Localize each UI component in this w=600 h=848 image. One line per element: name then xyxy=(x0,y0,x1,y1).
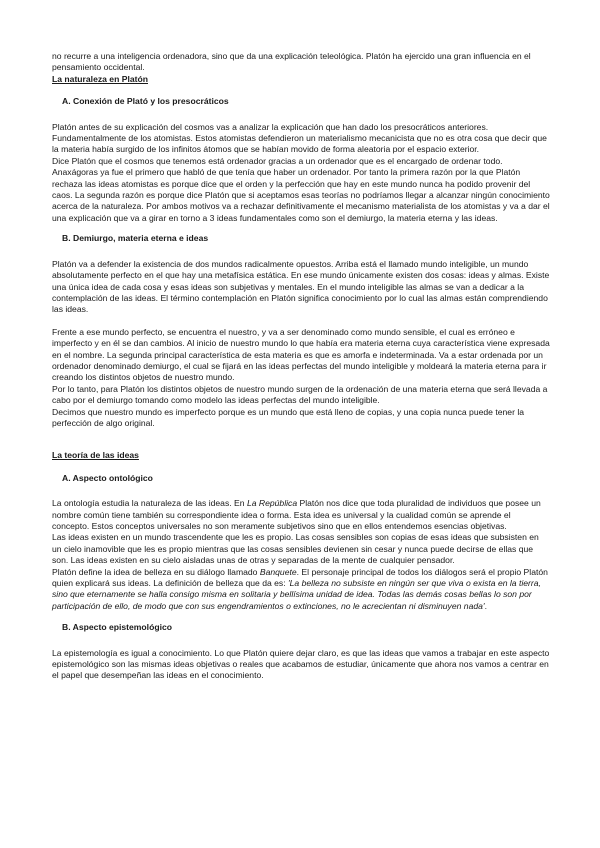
paragraph-presocraticos: Platón antes de su explicación del cosmos vas a analizar la explicación que han dado los presocráticos anteriores. Fundamentalmente de los atomistas. Estos atomistas defendieron un materialismo mecanicista que no es otra cosa que decir que la materia había surgido de los infinitos átomos que se habían movido de forma aleatoria por el espacio exterior. xyxy=(52,121,547,155)
ontologia-text-2: Platón nos dice que toda pluralidad de individuos que posee un nombre común tiene también su correspondiente idea o forma. Esta idea es universal y la cualidad común se aprende el concepto. Estos conceptos universales no son meramente subjetivos sino que en ellos entendemos esencias objetivas. xyxy=(52,498,541,531)
subheading-epistemologico: B. Aspecto epistemológico xyxy=(62,622,172,633)
paragraph-dos-mundos: Platón va a defender la existencia de dos mundos radicalmente opuestos. Arriba está el llamado mundo inteligible, un mundo absolutamente perfecto en el que hay una metafísica estática. En ese mundo únicamente existen dos cosas: ideas y almas. Existe una única idea de cada cosa y esas ideas son subjetivas y mentales. En el mundo inteligible las almas se van a dedicar a la contemplación de las ideas. El término contemplación en Platón significa conocimiento por lo cual las almas están comprendiendo las ideas. xyxy=(52,258,550,315)
section-title-teoria-ideas: La teoría de las ideas xyxy=(52,450,139,461)
book-title-banquete: Banquete xyxy=(259,566,297,577)
section-title-naturaleza: La naturaleza en Platón xyxy=(52,73,148,84)
document-page xyxy=(52,51,550,682)
paragraph-mundo-trascendente: Las ideas existen en un mundo trascendente que les es propio. Las cosas sensibles son copias de esas ideas que subsisten en un cielo inamovible que les es propio mientras que las cosas sensibles devienen sin cesar y nunca puede decirse de ellas que son. Las ideas existen en su cielo aisladas unas de otras y separadas de la mente de cualquier pensador. xyxy=(52,532,539,566)
paragraph-belleza xyxy=(52,567,550,613)
book-title-republica: La República xyxy=(246,498,298,509)
subheading-demiurgo: B. Demiurgo, materia eterna e ideas xyxy=(62,233,209,244)
intro-paragraph: no recurre a una inteligencia ordenadora, sino que da una explicación teleológica. Platón ha ejercido una gran influencia en el pensamiento occidental. xyxy=(52,51,531,73)
belleza-text-2: . El personaje principal de todos los diálogos será el propio Platón quien explicará sus ideas. La definición de belleza que da es: xyxy=(52,566,548,589)
paragraph-objetos: Por lo tanto, para Platón los distintos objetos de nuestro mundo surgen de la ordenación de una materia eterna que será llevada a cabo por el demiurgo tomando como modelo las ideas perfectas del mundo inteligible. xyxy=(52,383,548,406)
belleza-text-end: . xyxy=(484,600,487,611)
paragraph-mundo-sensible: Frente a ese mundo perfecto, se encuentra el nuestro, y va a ser denominado como mundo sensible, el cual es erróneo e imperfecto y en él se dan cambios. Al inicio de nuestro mundo lo que había era materia eterna cuya característica viene expresada en el nombre. La segunda principal característica de esta materia es que es amorfa e indeterminada. Va a estar ordenada por un ordenador denominado demiurgo, el cual se fijará en las ideas perfectas del mundo inteligible y moldeará la materia eterna para ir creando los distintos objetos de nuestro mundo. xyxy=(52,326,550,383)
ontologia-text-1: La ontología estudia la naturaleza de las ideas. En xyxy=(52,498,247,509)
belleza-text-1: Platón define la idea de belleza en su diálogo llamado xyxy=(52,566,260,577)
paragraph-ontologia xyxy=(52,498,550,532)
subheading-conexion: A. Conexión de Plató y los presocráticos xyxy=(62,96,229,107)
paragraph-epistemologia: La epistemología es igual a conocimiento. Lo que Platón quiere dejar claro, es que las ideas que vamos a trabajar en este aspecto epistemológico son las mismas ideas objetivas o reales que acabamos de estudiar, únicamente que ahora nos vamos a centrar en el papel que desempeñan las ideas en el conocimiento. xyxy=(52,647,550,681)
paragraph-ordenador: Dice Platón que el cosmos que tenemos está ordenador gracias a un ordenador que es el encargado de ordenar todo. Anaxágoras ya fue el primero que habló de que tenía que haber un ordenador. Por tanto la primera razón por la que Platón rechaza las ideas atomistas es porque dice que el orden y la perfección que hay en este mundo nunca ha podido provenir del caos. La segunda razón es porque dice Platón que si aceptamos esas teorías no podríamos llegar a alcanzar ningún conocimiento acerca de la naturaleza. Por ambos motivos va a rechazar definitivamente el mecanismo materialista de los atomistas y va a dar el una explicación que va a girar en torno a 3 ideas fundamentales como son el demiurgo, la materia eterna y las ideas. xyxy=(52,155,550,223)
subheading-ontologico: A. Aspecto ontológico xyxy=(62,472,153,483)
paragraph-copias: Decimos que nuestro mundo es imperfecto porque es un mundo que está lleno de copias, y una copia nunca puede tener la perfección de algo original. xyxy=(52,406,525,428)
belleza-quote: 'La belleza no subsiste en ningún ser que viva o exista en la tierra, sino que eternamente se halla consigo misma en solitaria y bellísima unidad de idea. Todas las demás cosas bellas lo son por participación de ello, de modo que con sus engendramientos o extinciones, no le acrecientan ni disminuyen nada' xyxy=(52,578,541,611)
